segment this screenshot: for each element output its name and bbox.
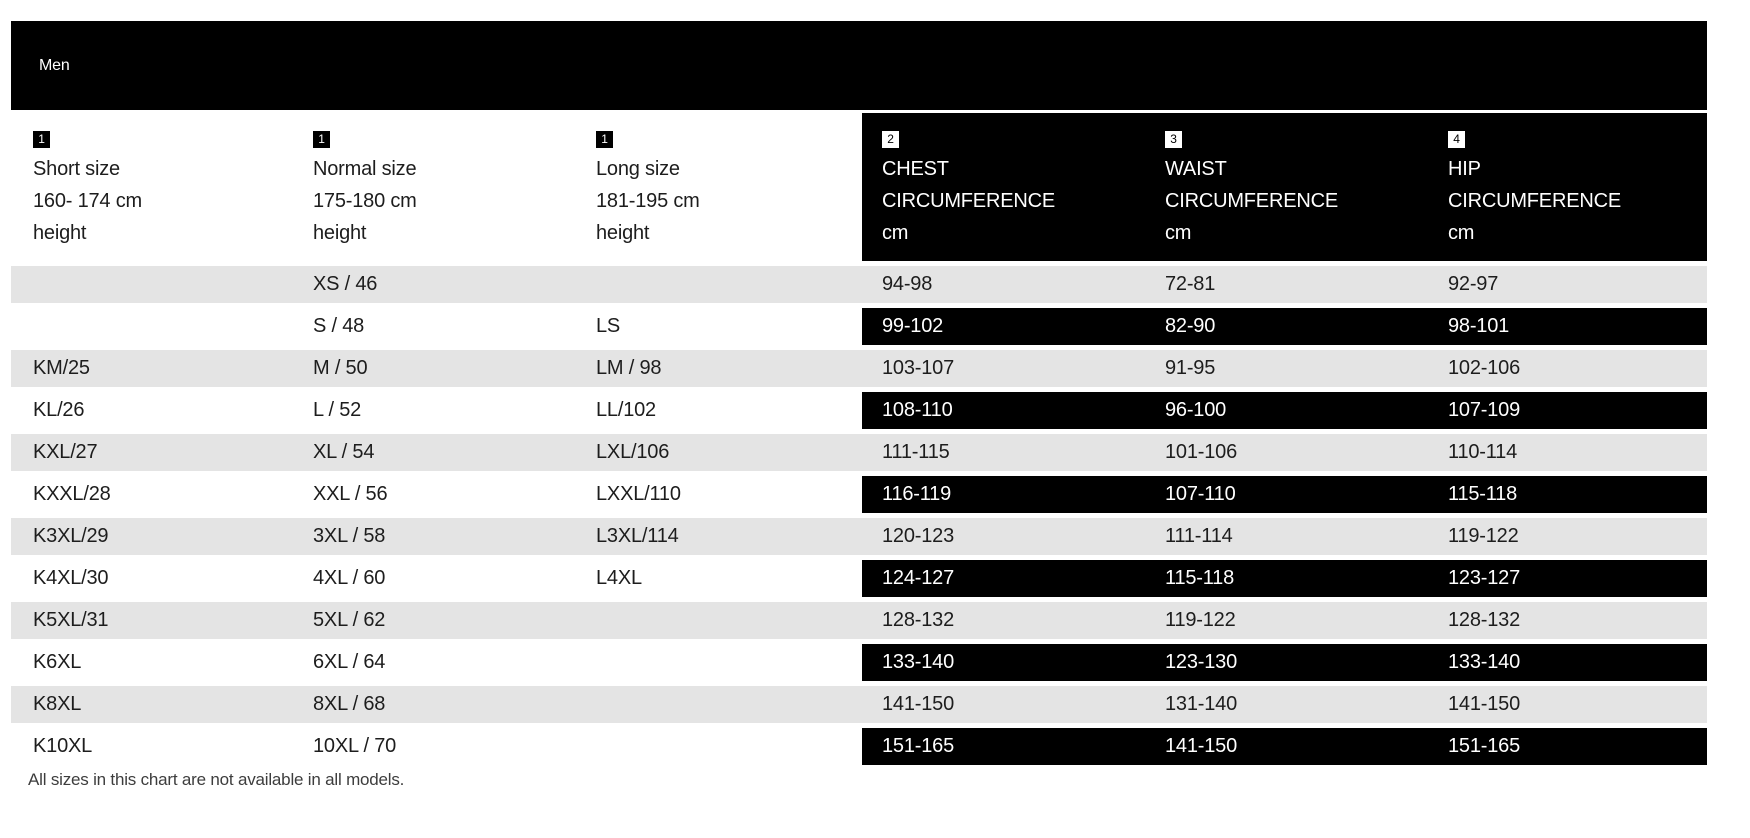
table-row-6xl <box>11 641 1707 683</box>
mens-size-table <box>11 113 1707 770</box>
cell-waist: 96-100 <box>1145 389 1428 431</box>
footnote-2-badge: 2 <box>882 131 899 148</box>
table-row-xl <box>11 431 1707 473</box>
col-header-long-size <box>576 113 862 263</box>
cell-hip: 92-97 <box>1428 263 1707 305</box>
header-line: height <box>596 222 650 244</box>
footnote-1-badge: 1 <box>596 131 613 148</box>
cell-hip: 107-109 <box>1428 389 1707 431</box>
cell-chest: 94-98 <box>862 263 1145 305</box>
cell-short-size: K3XL/29 <box>11 515 293 557</box>
cell-long-size: LXXL/110 <box>576 473 862 515</box>
header-line: 181-195 cm <box>596 190 700 212</box>
col-header-hip <box>1428 113 1707 263</box>
header-line: CIRCUMFERENCE <box>1165 190 1338 212</box>
cell-short-size: K5XL/31 <box>11 599 293 641</box>
cell-waist: 111-114 <box>1145 515 1428 557</box>
table-row-10xl <box>11 725 1707 767</box>
cell-long-size: L3XL/114 <box>576 515 862 557</box>
header-line: Normal size <box>313 158 417 180</box>
cell-chest: 103-107 <box>862 347 1145 389</box>
cell-hip: 110-114 <box>1428 431 1707 473</box>
men-section-label: Men <box>39 56 70 74</box>
table-row-4xl <box>11 557 1707 599</box>
header-line: WAIST <box>1165 158 1227 180</box>
cell-hip: 119-122 <box>1428 515 1707 557</box>
header-line: CHEST <box>882 158 949 180</box>
header-line: Long size <box>596 158 680 180</box>
col-header-short-size <box>11 113 293 263</box>
table-row-xxl <box>11 473 1707 515</box>
header-row <box>11 113 1707 263</box>
cell-long-size <box>576 641 862 683</box>
cell-chest: 151-165 <box>862 725 1145 767</box>
size-table-header <box>11 113 1707 263</box>
cell-short-size: K4XL/30 <box>11 557 293 599</box>
table-row-5xl <box>11 599 1707 641</box>
cell-normal-size: XS / 46 <box>293 263 576 305</box>
header-line: height <box>313 222 367 244</box>
table-row-l <box>11 389 1707 431</box>
cell-hip: 128-132 <box>1428 599 1707 641</box>
cell-waist: 91-95 <box>1145 347 1428 389</box>
cell-normal-size: 10XL / 70 <box>293 725 576 767</box>
cell-short-size: K6XL <box>11 641 293 683</box>
cell-chest: 108-110 <box>862 389 1145 431</box>
cell-short-size: KL/26 <box>11 389 293 431</box>
cell-waist: 119-122 <box>1145 599 1428 641</box>
cell-long-size <box>576 599 862 641</box>
cell-long-size: LL/102 <box>576 389 862 431</box>
cell-normal-size: M / 50 <box>293 347 576 389</box>
cell-chest: 133-140 <box>862 641 1145 683</box>
cell-chest: 99-102 <box>862 305 1145 347</box>
size-table-body <box>11 263 1707 767</box>
cell-hip: 151-165 <box>1428 725 1707 767</box>
cell-normal-size: XL / 54 <box>293 431 576 473</box>
cell-short-size: K8XL <box>11 683 293 725</box>
header-line: CIRCUMFERENCE <box>882 190 1055 212</box>
cell-hip: 102-106 <box>1428 347 1707 389</box>
cell-short-size: KXL/27 <box>11 431 293 473</box>
footnote-1-badge: 1 <box>313 131 330 148</box>
cell-normal-size: S / 48 <box>293 305 576 347</box>
cell-short-size <box>11 263 293 305</box>
table-row-3xl <box>11 515 1707 557</box>
cell-hip: 98-101 <box>1428 305 1707 347</box>
size-guide-section <box>11 21 1707 790</box>
cell-long-size <box>576 683 862 725</box>
cell-waist: 123-130 <box>1145 641 1428 683</box>
header-line: HIP <box>1448 158 1481 180</box>
header-line: Short size <box>33 158 120 180</box>
cell-waist: 101-106 <box>1145 431 1428 473</box>
cell-chest: 141-150 <box>862 683 1145 725</box>
footnote-4-badge: 4 <box>1448 131 1465 148</box>
cell-chest: 128-132 <box>862 599 1145 641</box>
cell-normal-size: 3XL / 58 <box>293 515 576 557</box>
header-line: height <box>33 222 87 244</box>
cell-long-size: LXL/106 <box>576 431 862 473</box>
cell-short-size: K10XL <box>11 725 293 767</box>
cell-normal-size: 8XL / 68 <box>293 683 576 725</box>
cell-chest: 116-119 <box>862 473 1145 515</box>
cell-chest: 124-127 <box>862 557 1145 599</box>
cell-normal-size: 6XL / 64 <box>293 641 576 683</box>
cell-chest: 120-123 <box>862 515 1145 557</box>
footnote-1-badge: 1 <box>33 131 50 148</box>
cell-waist: 131-140 <box>1145 683 1428 725</box>
cell-waist: 141-150 <box>1145 725 1428 767</box>
cell-short-size: KXXL/28 <box>11 473 293 515</box>
cell-hip: 115-118 <box>1428 473 1707 515</box>
header-line: cm <box>1165 222 1192 244</box>
header-line: CIRCUMFERENCE <box>1448 190 1621 212</box>
footnote-3-badge: 3 <box>1165 131 1182 148</box>
cell-chest: 111-115 <box>862 431 1145 473</box>
cell-long-size: LS <box>576 305 862 347</box>
cell-normal-size: 4XL / 60 <box>293 557 576 599</box>
cell-waist: 107-110 <box>1145 473 1428 515</box>
cell-short-size: KM/25 <box>11 347 293 389</box>
header-line: cm <box>1448 222 1475 244</box>
size-table-footnote: All sizes in this chart are not available in all models. <box>28 769 405 789</box>
header-line: cm <box>882 222 909 244</box>
cell-short-size <box>11 305 293 347</box>
header-line: 175-180 cm <box>313 190 417 212</box>
men-section-header[interactable] <box>11 21 1707 110</box>
header-line: 160- 174 cm <box>33 190 142 212</box>
cell-normal-size: 5XL / 62 <box>293 599 576 641</box>
cell-normal-size: XXL / 56 <box>293 473 576 515</box>
col-header-normal-size <box>293 113 576 263</box>
cell-waist: 115-118 <box>1145 557 1428 599</box>
cell-hip: 141-150 <box>1428 683 1707 725</box>
cell-normal-size: L / 52 <box>293 389 576 431</box>
col-header-waist <box>1145 113 1428 263</box>
cell-long-size <box>576 263 862 305</box>
cell-hip: 123-127 <box>1428 557 1707 599</box>
cell-long-size: LM / 98 <box>576 347 862 389</box>
cell-hip: 133-140 <box>1428 641 1707 683</box>
col-header-chest <box>862 113 1145 263</box>
cell-waist: 72-81 <box>1145 263 1428 305</box>
cell-long-size: L4XL <box>576 557 862 599</box>
cell-waist: 82-90 <box>1145 305 1428 347</box>
table-row-m <box>11 347 1707 389</box>
table-row-8xl <box>11 683 1707 725</box>
table-row-xs <box>11 263 1707 305</box>
table-row-s <box>11 305 1707 347</box>
cell-long-size <box>576 725 862 767</box>
